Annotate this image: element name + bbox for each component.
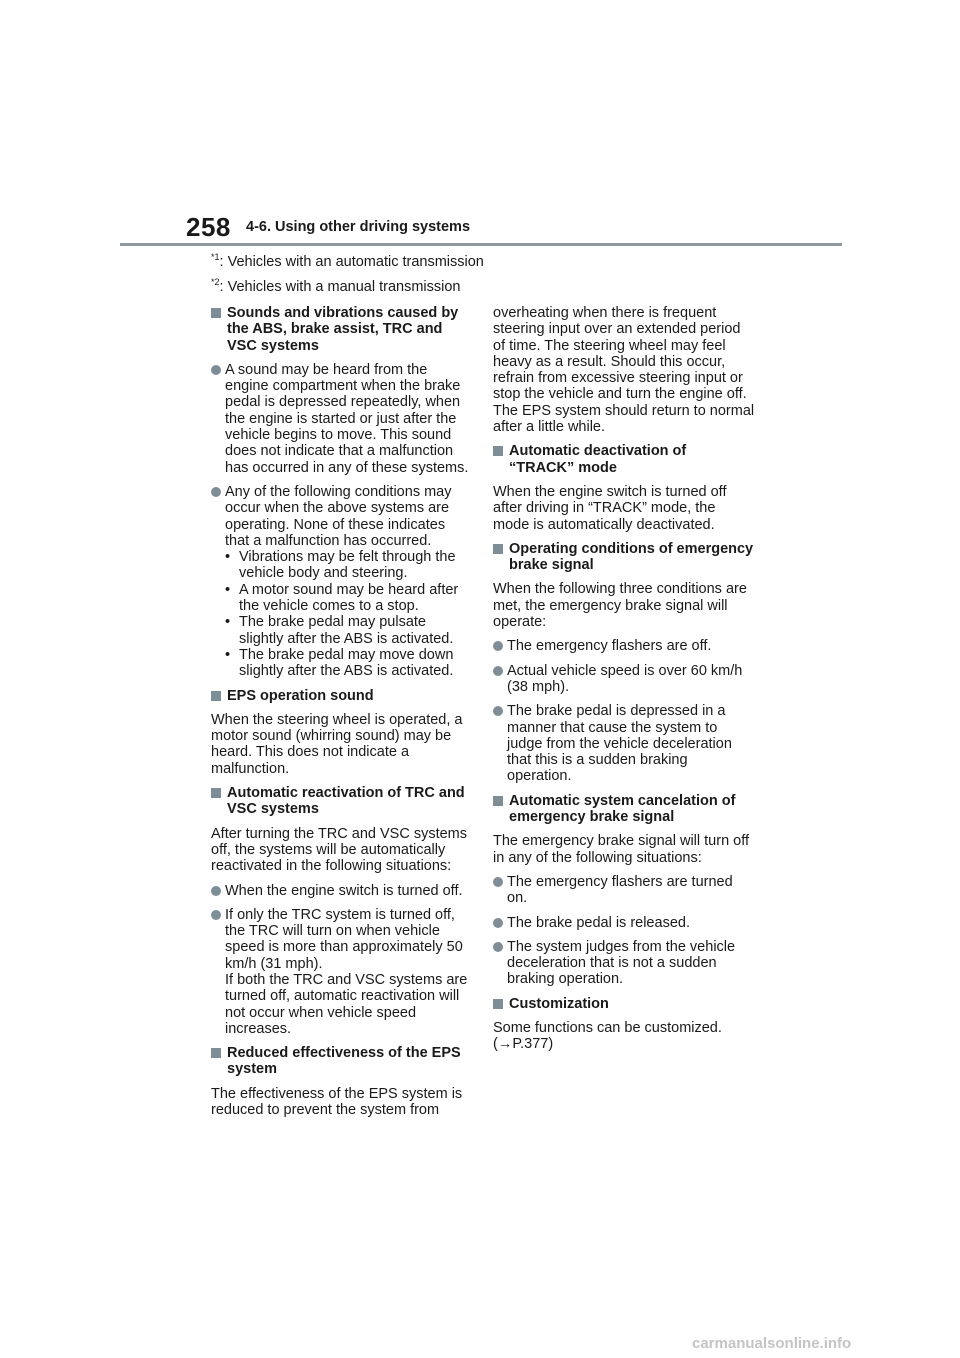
heading-text: EPS operation sound	[227, 687, 374, 704]
heading-text: Operating conditions of emergency brake signal	[509, 540, 754, 574]
footnote-1	[211, 254, 484, 271]
bullet-text: Any of the following conditions may occur when the above systems are operating. None of these indicates that a malfunction has occurred.	[225, 483, 452, 549]
paragraph: When the steering wheel is operated, a motor sound (whirring sound) may be heard. This does not indicate a malfunction.	[211, 711, 463, 777]
square-marker-icon	[211, 691, 221, 701]
footnote-text: : Vehicles with an automatic transmission	[219, 254, 484, 270]
sub-bullet-icon: •	[225, 614, 231, 631]
section-heading	[493, 793, 755, 826]
bullet-dot-icon	[211, 365, 221, 375]
bullet-text: If only the TRC system is turned off, the TRC will turn on when vehicle speed is more than approximately 50 km/h (31 mph).	[225, 906, 463, 972]
sub-list-item	[225, 614, 473, 647]
heading-text: Automatic deactivation of “TRACK” mode	[509, 443, 687, 476]
sub-bullet-icon: •	[225, 581, 231, 598]
square-marker-icon	[493, 796, 503, 806]
paragraph: The effectiveness of the EPS system is reduced to prevent the system from	[211, 1085, 463, 1119]
watermark: carmanualsonline.info	[692, 1335, 852, 1352]
paragraph: When the engine switch is turned off after driving in “TRACK” mode, the mode is automatically deactivated.	[493, 483, 727, 533]
sub-bullet-icon: •	[225, 646, 231, 663]
bullet-text: The brake pedal is depressed in a manner that cause the system to judge from the vehicle deceleration that this is a sudden braking operation.	[507, 703, 732, 785]
bullet-dot-icon	[493, 877, 503, 887]
sub-item-text: Vibrations may be felt through the vehicle body and steering.	[239, 549, 456, 582]
bullet-item	[211, 362, 473, 476]
paragraph: overheating when there is frequent steering input over an extended period of time. The steering wheel may feel heavy as a result. Should this occur, refrain from excessive steering input or stop the vehicle and turn the engine off. The EPS system should return to normal after a little while.	[493, 305, 755, 436]
bullet-dot-icon	[493, 706, 503, 716]
bullet-dot-icon	[493, 942, 503, 952]
sub-list	[225, 549, 473, 679]
section-heading	[493, 541, 755, 574]
bullet-item	[493, 939, 755, 988]
bullet-item	[211, 883, 473, 899]
square-marker-icon	[493, 544, 503, 554]
square-marker-icon	[211, 308, 221, 318]
bullet-text: The brake pedal is released.	[507, 914, 690, 931]
right-column	[493, 305, 755, 1061]
footnote-mark: *1	[211, 252, 220, 263]
bullet-item	[211, 907, 473, 1037]
square-marker-icon	[493, 446, 503, 456]
footnotes	[211, 254, 484, 304]
bullet-text: Actual vehicle speed is over 60 km/h (38 mph).	[507, 662, 743, 695]
page-number: 258	[186, 212, 231, 242]
bullet-dot-icon	[493, 918, 503, 928]
bullet-item	[493, 663, 755, 696]
heading-text: Reduced effectiveness of the EPS system	[227, 1045, 461, 1078]
sub-bullet-icon: •	[225, 549, 231, 566]
customization-link-text[interactable]: Some functions can be customized. (→P.377)	[493, 1019, 722, 1053]
bullet-item	[493, 915, 755, 931]
square-marker-icon	[211, 788, 221, 798]
heading-text: Automatic reactivation of TRC and VSC systems	[227, 785, 465, 818]
section-heading	[493, 443, 755, 476]
section-title: 4-6. Using other driving systems	[246, 219, 471, 235]
header-rule	[120, 243, 842, 246]
paragraph: When the following three conditions are met, the emergency brake signal will operate:	[493, 581, 747, 631]
sub-item-text: The brake pedal may move down slightly after the ABS is activated.	[239, 646, 454, 680]
bullet-item	[211, 484, 473, 680]
square-marker-icon	[211, 1048, 221, 1058]
sub-list-item	[225, 647, 473, 680]
sub-item-text: The brake pedal may pulsate slightly after the ABS is activated.	[239, 614, 454, 647]
heading-text: Automatic system cancelation of emergency brake signal	[509, 792, 736, 826]
bullet-dot-icon	[493, 666, 503, 676]
sub-list-item	[225, 582, 473, 615]
section-heading	[211, 1045, 473, 1078]
bullet-dot-icon	[211, 910, 221, 920]
bullet-text: The emergency flashers are off.	[507, 638, 712, 655]
bullet-text: A sound may be heard from the engine compartment when the brake pedal is depressed repeatedly, when the engine is started or just after the vehicle begins to move. This sound does not indicate that a malfunction has occurred in any of these systems.	[225, 361, 469, 476]
bullet-text: The system judges from the vehicle deceleration that is not a sudden braking operation.	[507, 938, 736, 988]
paragraph: The emergency brake signal will turn off in any of the following situations:	[493, 833, 750, 866]
bullet-dot-icon	[211, 886, 221, 896]
bullet-dot-icon	[211, 487, 221, 497]
bullet-item	[493, 638, 755, 654]
section-heading	[211, 688, 473, 704]
bullet-item	[493, 874, 755, 907]
sub-list-item	[225, 549, 473, 582]
footnote-text: : Vehicles with a manual transmission	[219, 279, 461, 295]
section-heading	[211, 305, 473, 354]
footnote-2	[211, 279, 484, 296]
paragraph: After turning the TRC and VSC systems off, the systems will be automatically reactivated in the following situations:	[211, 825, 468, 875]
heading-text: Sounds and vibrations caused by the ABS, brake assist, TRC and VSC systems	[227, 305, 459, 354]
footnote-mark: *2	[211, 277, 220, 288]
section-heading	[211, 785, 473, 818]
square-marker-icon	[493, 999, 503, 1009]
sub-item-text: A motor sound may be heard after the vehicle comes to a stop.	[239, 581, 459, 615]
section-heading	[493, 996, 755, 1012]
bullet-text-continued: If both the TRC and VSC systems are turned off, automatic reactivation will not occur when vehicle speed increases.	[225, 971, 468, 1037]
heading-text: Customization	[509, 995, 609, 1012]
bullet-text: When the engine switch is turned off.	[225, 882, 463, 899]
bullet-dot-icon	[493, 641, 503, 651]
left-column	[211, 305, 473, 1126]
bullet-item	[493, 703, 755, 784]
bullet-text: The emergency flashers are turned on.	[507, 873, 733, 907]
